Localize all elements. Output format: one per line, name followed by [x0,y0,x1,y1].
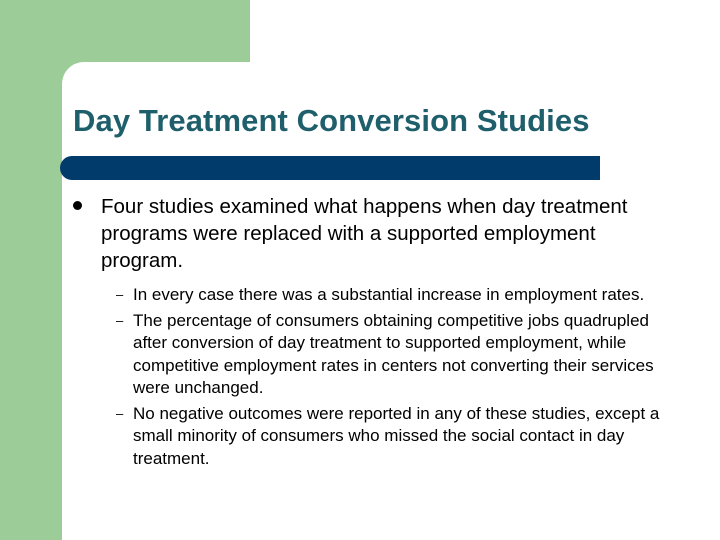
dash-icon: – [116,287,124,302]
bullet-dot-icon [73,201,82,210]
slide-title: Day Treatment Conversion Studies [73,103,590,138]
sub-bullet-text: The percentage of consumers obtaining competitive jobs quadrupled after conversion of day treatment to supported employment, while competitive employment rates in centers not converting their services were unchanged. [133,310,654,397]
sub-bullet-text: In every case there was a substantial increase in employment rates. [133,285,645,304]
sub-bullet-item [116,403,686,471]
main-bullet-text: Four studies examined what happens when day treatment programs were replaced with a supported employment program. [101,195,628,272]
sub-bullet-item [116,284,686,307]
sub-bullet-text: No negative outcomes were reported in any of these studies, except a small minority of consumers who missed the social contact in day treatment. [133,403,660,468]
sub-bullet-list [116,284,686,473]
dash-icon: – [116,405,124,421]
title-underline-bar [60,156,600,180]
dash-icon: – [116,312,124,328]
sub-bullet-item [116,310,686,400]
